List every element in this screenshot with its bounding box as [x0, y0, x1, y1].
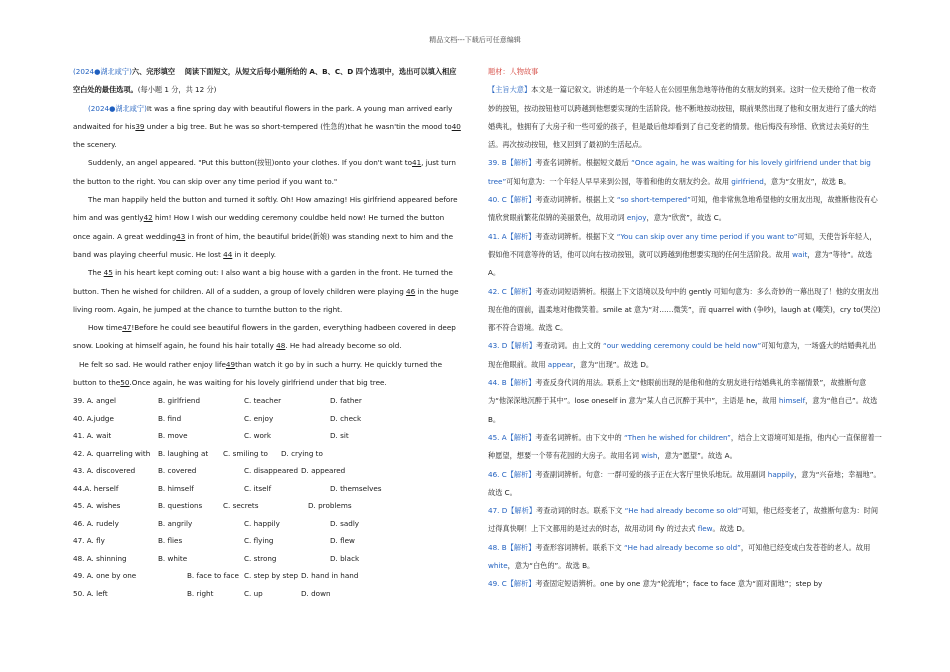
answer-text: 考查动词辨析。根据上文	[535, 195, 617, 205]
option-b: B. face to face	[187, 571, 239, 581]
option-b: B. covered	[158, 466, 197, 476]
option-c: C. flying	[244, 536, 274, 546]
option-a: 42. A. quarreling with	[73, 448, 151, 458]
blank-41: 41	[412, 158, 422, 168]
answer-text: ，意为“出现”。故选 D。	[573, 359, 654, 369]
passage-text: The man happily held the button and turned it softly. Oh! How amazing! His girlfriend appeared before him and was gently	[73, 195, 458, 223]
answer-text: ，意为“等待”。故选 A。	[488, 249, 873, 278]
option-a: 49. A. one by one	[73, 571, 137, 581]
option-b: B. move	[158, 431, 188, 441]
option-d: D. father	[330, 396, 362, 406]
answer-tag: 43. D【解析】	[488, 341, 537, 351]
option-b: B. laughing at	[158, 448, 209, 458]
answer-explanation	[488, 283, 883, 338]
answer-text: ，意为“他自己”。故选 B。	[488, 396, 878, 424]
answer-text: “so short-tempered”	[616, 195, 691, 205]
option-a: 43. A. discovered	[73, 466, 136, 476]
option-d: D. black	[330, 553, 360, 563]
answer-text: 可知，天使告诉年轻人，假如他不同意等待的话，他可以向右按动按钮，就可以跨越到他想要实现的任何生活阶段。故用	[488, 231, 877, 259]
answer-text: 考查名词辨析。由下文中的	[535, 432, 624, 442]
blank-40: 40	[451, 121, 461, 131]
answer-text: appear	[547, 359, 574, 369]
answer-tag: 44. B【解析】	[488, 378, 536, 388]
blank-50: 50	[120, 378, 130, 388]
answer-text: girlfriend	[731, 176, 764, 186]
intro-score: (每小题 1 分，共 12 分)	[137, 85, 217, 95]
option-d: D. crying to	[281, 448, 323, 458]
answer-text: wait	[792, 249, 808, 259]
option-a: 46. A. rudely	[73, 518, 119, 528]
option-a: 50. A. left	[73, 588, 108, 598]
blank-45: 45	[103, 268, 113, 278]
passage-text: . He had already become so old.	[285, 341, 402, 351]
answer-explanation	[488, 429, 883, 466]
option-c: C. work	[244, 431, 271, 441]
answer-list	[488, 154, 883, 593]
option-b: B. angrily	[158, 518, 193, 528]
option-row	[73, 480, 463, 498]
blank-47: 47	[122, 323, 132, 333]
answer-text: 考查固定短语辨析。one by one 意为“轮流地”；face to face 意为“面对面地”；step by	[535, 579, 823, 589]
option-c: C. teacher	[244, 396, 282, 406]
answer-text: 可知句意为，一场盛大的结婚典礼出现在他眼前。故用	[488, 341, 877, 369]
option-d: D. hand in hand	[301, 571, 359, 581]
blank-39: 39	[135, 121, 145, 131]
answer-text: 考查名词辨析。根据短文最后	[535, 158, 632, 168]
passage-text: How time	[88, 323, 123, 333]
answer-tag: 46. C【解析】	[488, 469, 536, 479]
option-row	[73, 585, 463, 603]
option-row	[73, 445, 463, 463]
passage-text: He felt so sad. He would rather enjoy life	[79, 359, 226, 369]
section-intro	[73, 63, 463, 100]
option-d: D. sadly	[330, 518, 360, 528]
blank-48: 48	[276, 341, 286, 351]
answer-text: ，意为“女朋友”，故选 B。	[763, 176, 851, 186]
passage-paragraph-4	[73, 264, 463, 319]
topic-label: 题材：	[488, 67, 510, 76]
answer-text: happily	[767, 469, 795, 479]
passage-text: under a big tree. But he was so short-tempered (性急的)that he wasn'tin the mood to	[144, 121, 452, 131]
options-list	[73, 392, 463, 602]
option-c: C. strong	[244, 553, 277, 563]
answer-tag: 42. C【解析】	[488, 286, 536, 296]
option-a: 39. A. angel	[73, 396, 117, 406]
option-d: D. appeared	[301, 466, 346, 476]
answer-text: “our wedding ceremony could be held now”	[603, 341, 762, 351]
answer-column	[488, 63, 883, 594]
answer-text: 考查动词。由上文的	[536, 341, 603, 351]
question-column	[73, 63, 463, 602]
answer-text: 考查副词辨析。句意：一群可爱的孩子正在大客厅里快乐地玩。故用副词	[535, 469, 768, 479]
answer-tag: 49. C【解析】	[488, 579, 536, 589]
answer-text: ，意为“欣赏”，故选 C。	[646, 213, 726, 223]
summary-text: 本文是一篇记叙文。讲述的是一个年轻人在公园里焦急地等待他的女朋友的到来。这时一位天使给了他一枚奇妙的按钮，按动按钮他可以跨越到他想要实现的生活阶段。他不断地按动按钮，眼前果然出现了他和女朋友进行了盛大的结婚典礼，他拥有了大房子和一些可爱的孩子，但是最后他却看到了自己变老的情景。他后悔没有珍惜、欣赏过去美好的生活。再次按动按钮，他又回到了最初的生活起点。	[488, 85, 877, 150]
page-header: 精品文档---下载后可任意编辑	[429, 36, 521, 44]
option-a: 48. A. shinning	[73, 553, 127, 563]
answer-text: ，结合上文语境可知是指，他内心一直保留着一种愿望，想要一个带有花园的大房子。故用名词	[488, 432, 882, 461]
answer-explanation	[488, 575, 883, 593]
option-d: D. sit	[330, 431, 349, 441]
passage-paragraph-2	[73, 154, 463, 191]
intro-title: 六、完形填空 阅读下面短文，从短文后每小题所给的 A、B、C、D 四个选项中，选出可以填入相应空白处的最佳选项。	[73, 67, 457, 95]
option-c: C. enjoy	[244, 413, 274, 423]
option-c: C. itself	[244, 483, 272, 493]
passage-paragraph-6	[73, 356, 463, 393]
blank-46: 46	[406, 286, 416, 296]
answer-explanation	[488, 466, 883, 503]
passage-text: than watch it go by in such a hurry. He quickly turned the button to the	[73, 359, 443, 388]
passage-text: .Once again, he was waiting for his lovely girlfriend under that big tree.	[129, 378, 387, 388]
summary-tag: 【主旨大意】	[488, 85, 532, 95]
option-d: D. themselves	[330, 483, 382, 493]
option-d: D. check	[330, 413, 362, 423]
blank-49: 49	[225, 359, 236, 369]
answer-explanation	[488, 228, 883, 283]
option-row	[73, 497, 463, 515]
answer-explanation	[488, 539, 883, 576]
answer-text: “He had already become so old”	[624, 506, 742, 516]
passage-text: , just turn the button to the right. You can skip over any time period if you want to."	[73, 158, 456, 186]
option-b: B. right	[187, 588, 214, 598]
option-row	[73, 410, 463, 428]
answer-tag: 47. D【解析】	[488, 506, 537, 516]
answer-explanation	[488, 374, 883, 429]
answer-text: 考查动词辨析。根据下文	[535, 231, 617, 241]
topic-value: 人物故事	[509, 67, 539, 76]
option-b: B. girlfriend	[158, 396, 201, 406]
answer-text: “You can skip over any time period if you want to”	[616, 231, 798, 241]
passage-paragraph-5	[73, 319, 463, 356]
option-d: D. flew	[330, 536, 355, 546]
option-c: C. step by step	[244, 571, 299, 581]
blank-42: 42	[143, 213, 153, 223]
answer-text: wish	[641, 451, 658, 461]
answer-text: 可知，他已经变老了，故推断句意为：时间过得真快啊！上下文都用的是过去的时态，故用动词 fly 的过去式	[488, 506, 879, 534]
passage-text: the scenery.	[73, 140, 117, 150]
answer-text: 可知句意为：一个年轻人早早来到公园，等着和他的女朋友约会。故用	[506, 176, 732, 186]
answer-text: 考查动词的时态。联系下文	[536, 506, 625, 516]
answer-text: enjoy	[626, 213, 647, 223]
answer-text: ，意为“愿望”。故选 A。	[657, 451, 737, 461]
passage-text: It was a fine spring day with beautiful flowers in the park. A young man arrived early andwaited for his	[73, 103, 453, 131]
option-row	[73, 515, 463, 533]
option-d: D. down	[301, 588, 331, 598]
option-row	[73, 392, 463, 410]
option-b: B. questions	[158, 501, 203, 511]
passage-text: in it deeply.	[232, 249, 277, 259]
option-c: C. secrets	[223, 501, 259, 511]
answer-text: flew	[697, 524, 713, 534]
option-c: C. up	[244, 588, 263, 598]
passage-text: !Before he could see beautiful flowers in the garden, everything hadbeen covered in deep snow. Looking at himself again, he found his hair totally	[73, 323, 456, 351]
option-c: C. happily	[244, 518, 280, 528]
option-c: C. disappeared	[244, 466, 299, 476]
option-b: B. flies	[158, 536, 183, 546]
option-a: 45. A. wishes	[73, 501, 121, 511]
option-row	[73, 532, 463, 550]
answer-text: 考查动词短语辨析。根据上下文语境以及句中的 gently 可知句意为：多么奇妙的一幕出现了！他的女朋友出现在他的面前，温柔地对他微笑着。smile at 意为“对……微笑”，而 quarrel with (争吵)，laugh at (嘲笑)，cry to(哭泣)都不符合语境。故选 C。	[488, 286, 881, 333]
answer-text: 考查反身代词的用法。联系上文“他眼前出现的是他和他的女朋友进行结婚典礼的幸福情景”，故推断句意为“他深深地沉醉于其中”。lose oneself in 意为“某人自己沉醉于其中”，主语是 he，故用	[488, 378, 867, 406]
answer-text: “He had already become so old”	[623, 542, 741, 552]
passage-text: in the huge living room. Again, he jumped at the chance to turnthe button to the right.	[73, 286, 459, 314]
answer-text: “Then he wished for children”	[623, 432, 731, 442]
passage-paragraph-3	[73, 191, 463, 264]
blank-44: 44	[223, 249, 233, 259]
topic-line	[488, 63, 883, 81]
option-b: B. himself	[158, 483, 194, 493]
answer-tag: 45. A【解析】	[488, 432, 536, 442]
blank-43: 43	[176, 231, 186, 241]
answer-text: himself	[778, 396, 806, 406]
answer-text: white	[488, 561, 508, 571]
passage-text: in his heart kept coming out: I also want a big house with a garden in the front. He turned the button. Then he wished for children. All of a sudden, a group of lovely children were playing	[73, 268, 453, 296]
option-row	[73, 462, 463, 480]
answer-tag: 39. B【解析】	[488, 158, 536, 168]
passage-text: him! How I wish our wedding ceremony couldbe held now! He turned the button once again. A great wedding	[73, 213, 445, 241]
answer-tag: 48. B【解析】	[488, 542, 536, 552]
answer-text: 考查形容词辨析。联系下文	[535, 542, 624, 552]
answer-text: 。故选 D。	[712, 524, 750, 534]
answer-explanation	[488, 337, 883, 374]
answer-text: “Once again, he was waiting for his lovely girlfriend under that big tree”	[488, 158, 871, 186]
intro-source: (2024●湖北咸宁)	[73, 67, 132, 76]
passage-source: (2024●湖北咸宁)	[88, 103, 147, 113]
summary	[488, 81, 883, 154]
option-a: 44.A. herself	[73, 483, 119, 493]
answer-text: ，意为“兴奋地；幸福地”。故选 C。	[488, 469, 881, 497]
answer-tag: 41. A【解析】	[488, 231, 536, 241]
answer-explanation	[488, 191, 883, 228]
option-b: B. find	[158, 413, 182, 423]
answer-tag: 40. C【解析】	[488, 195, 536, 205]
answer-text: ，可知他已经变成白发苍苍的老人。故用	[740, 542, 871, 552]
option-a: 47. A. fly	[73, 536, 105, 546]
passage-text: Suddenly, an angel appeared. "Put this button(按钮)onto your clothes. If you don't want to	[88, 158, 413, 168]
answer-text: 可知，他非常焦急地希望他的女朋友出现，故推断他没有心情欣赏眼前繁花似锦的美丽景色，故用动词	[488, 195, 878, 223]
passage-text: The	[88, 268, 104, 278]
answer-explanation	[488, 154, 883, 191]
option-row	[73, 550, 463, 568]
answer-text: ，意为“白色的”。故选 B。	[507, 561, 595, 571]
option-a: 41. A. wait	[73, 431, 112, 441]
option-c: C. smiling to	[223, 448, 268, 458]
option-b: B. white	[158, 553, 188, 563]
passage-paragraph-1	[73, 100, 463, 155]
option-a: 40. A.judge	[73, 413, 114, 423]
answer-explanation	[488, 502, 883, 539]
option-row	[73, 567, 463, 585]
option-d: D. problems	[308, 501, 352, 511]
option-row	[73, 427, 463, 445]
passage-text: in front of him, the beautiful bride(新娘) was standing next to him and the band was playing cheerful music. He lost	[73, 231, 454, 259]
